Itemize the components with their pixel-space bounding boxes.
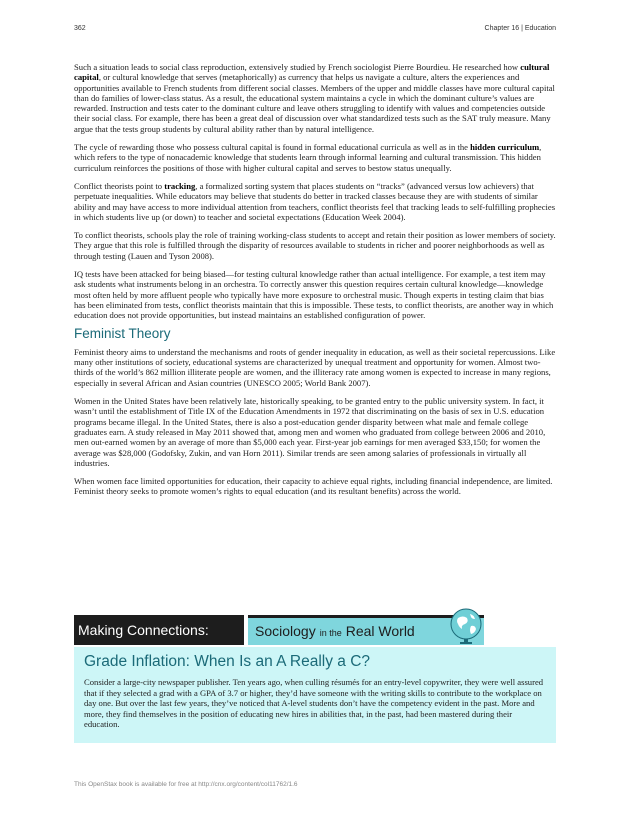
banner-word: in the	[319, 628, 342, 638]
key-term: cultural capital	[74, 62, 550, 83]
paragraph	[74, 181, 556, 222]
banner-word: Sociology	[255, 623, 316, 639]
paragraph: Women in the United States have been relatively late, historically speaking, to be granted entry to the public university system. In fact, it wasn’t until the establishment of Title IX of the Education Amendments in 1972 that discriminating on the basis of sex in U.S. education programs became illegal. In the United States, there is also a post-education gender disparity between what male and female college graduates earn. A study released in May 2011 showed that, among men and women who graduated from college between 2006 and 2010, men out-earned women by an average of more than $5,000 each year. First-year job earnings for men averaged $33,150; for women the average was $28,000 (Godofsky, Zukin, and van Horn 2011). Similar trends are seen among salaries of professionals in virtually all industries.	[74, 396, 546, 468]
text-run: IQ tests have been attacked for being biased—for testing cultural knowledge rather than actual intelligence. For example, a test item may ask students what instruments belong in an orchestra. To correctly answer this question requires certain cultural knowledge—knowledge most often held by more affluent people who typically have more exposure to orchestral music. Though experts in testing claim that bias has been eliminated from tests, conflict theorists maintain that this is impossible. These tests, to conflict theorists, are another way in which education does not provide opportunities, but instead maintains an established configuration of power.	[74, 269, 554, 321]
paragraph: Feminist theory aims to understand the mechanisms and roots of gender inequality in education, as well as their societal repercussions. Like many other institutions of society, educational systems are characterized by unequal treatment and opportunity for women. Almost two-thirds of the world’s 862 million illiterate people are women, and the illiteracy rate among women is expected to increase in many regions, especially in several African and Asian countries (UNESCO 2005; World Bank 2007).	[74, 346, 556, 388]
feature-box	[74, 647, 556, 743]
key-term: tracking	[164, 180, 196, 191]
paragraph	[74, 230, 556, 261]
paragraph	[74, 62, 556, 134]
feature-text: Consider a large-city newspaper publisher. Ten years ago, when culling résumés for an entry-level copywriter, they were well assured that if they selected a grad with a GPA of 3.7 or higher, they’d have someone with the writing skills to contribute to the workplace on day one. But over the last few years, they’ve noticed that A-level students don’t have the competency evident in the past. More and more, they find themselves in the position of educating new hires in abilities that, in the past, had been mastered during their education.	[84, 677, 544, 730]
chapter-title: Chapter 16 | Education	[484, 25, 556, 32]
globe-icon	[446, 604, 486, 644]
text-run: , a formalized sorting system that places students on “tracks” (advanced versus low achievers) that perpetuate inequalities. While educators may believe that students do better in tracked classes because they are with students of similar ability and may have access to more individual attention from teachers, conflict theorists feel that tracking leads to self-fulfilling prophecies in which students live up (or down) to teacher and societal expectations (Education Week 2004).	[74, 180, 556, 222]
text-run: The cycle of rewarding those who possess cultural capital is found in formal educational curricula as well as in the	[74, 142, 471, 153]
page-number: 362	[74, 25, 86, 32]
text-run: Conflict theorists point to	[74, 180, 165, 191]
text-run: To conflict theorists, schools play the role of training working-class students to accept and retain their position as lower members of society. They argue that this role is fulfilled through the disparity of resources available to students in richer and poorer neighborhoods as well as through testing (Lauen and Tyson 2008).	[74, 230, 556, 261]
section-heading: Feminist Theory	[74, 325, 171, 341]
paragraph: When women face limited opportunities for education, their capacity to achieve equal rights, including financial independence, are limited. Feminist theory seeks to promote women’s rights to equal education (and its resultant benefits) across the world.	[74, 476, 553, 497]
paragraph	[74, 269, 556, 320]
text-run: , which refers to the type of nonacademic knowledge that students learn through informal learning and cultural transmission. This hidden curriculum reinforces the positions of those with higher cultural capital and serves to bestow status unequally.	[74, 142, 542, 173]
banner-word: Real World	[345, 623, 415, 639]
key-term: hidden curriculum	[470, 142, 540, 153]
page-footer: This OpenStax book is available for free at http://cnx.org/content/col11762/1.6	[74, 781, 298, 788]
paragraph	[74, 142, 556, 173]
feature-title: Grade Inflation: When Is an A Really a C?	[84, 653, 371, 670]
banner-label: Making Connections:	[74, 615, 244, 645]
text-run: , or cultural knowledge that serves (metaphorically) as currency that helps us navigate a culture, alters the experiences and opportunities available to French students from different social classes. Members of the upper and middle classes have more cultural capital than do families of lower-class status. As a result, the educational system maintains a cycle in which the dominant culture’s values are rewarded. Instruction and tests cater to the dominant culture and leave others struggling to identify with values and competencies outside their social class. For example, there has been a great deal of discussion over what standardized tests such as the SAT truly measure. Many argue that the tests group students by cultural ability rather than by natural intelligence.	[74, 72, 555, 134]
main-content	[74, 62, 556, 505]
page-header	[74, 25, 556, 37]
text-run: Such a situation leads to social class reproduction, extensively studied by French sociologist Pierre Bourdieu. He researched how	[74, 62, 521, 72]
making-connections-banner	[74, 615, 484, 645]
